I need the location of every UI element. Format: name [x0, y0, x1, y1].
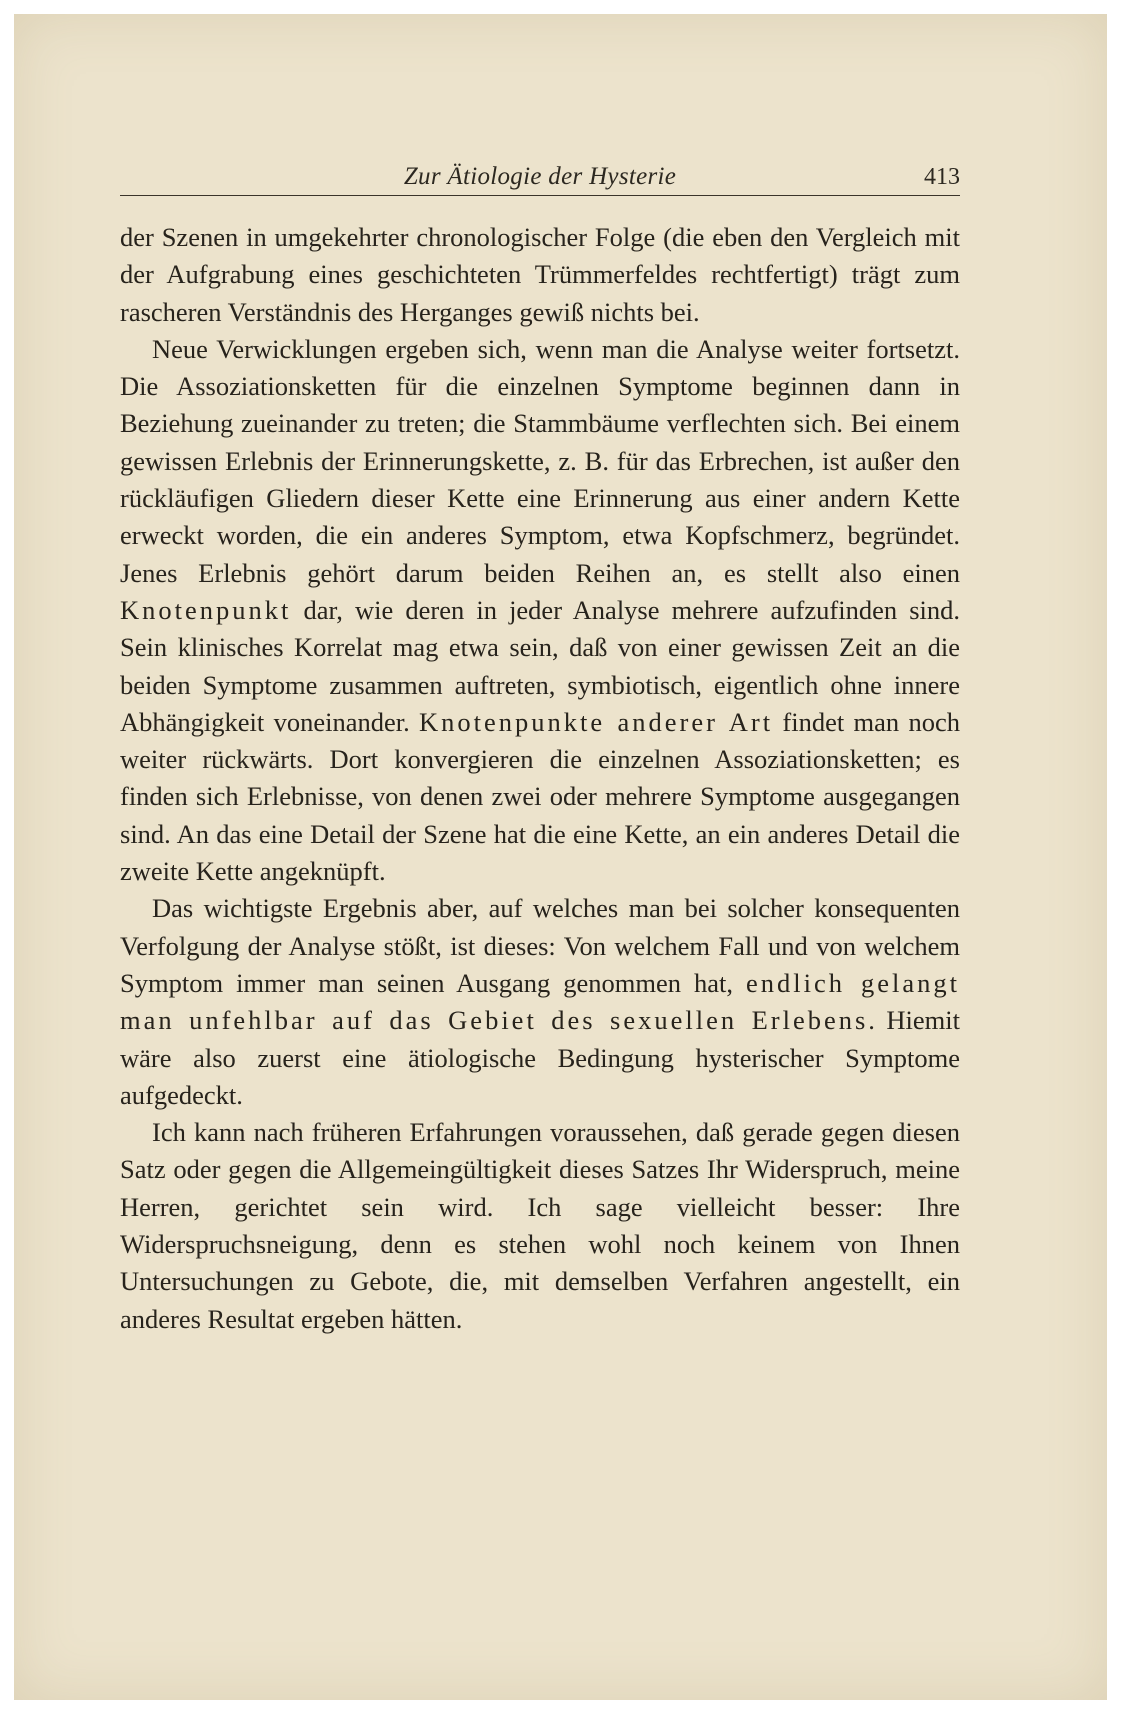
page-number: 413	[924, 164, 960, 190]
text-segment: findet man noch weiter rückwärts. Dort konvergieren die einzelnen Assoziationsketten; es finden sich Erlebnisse, von denen zwei oder mehrere Symptome ausgegangen sind. An das eine Detail der Szene hat die eine Kette, an ein anderes Detail die zweite Kette angeknüpft.	[120, 706, 961, 887]
text-segment: Ich kann nach früheren Erfahrungen voraussehen, daß gerade gegen diesen Satz oder gegen die Allgemeingültigkeit dieses Satzes Ihr Widerspruch, meine Herren, gerichtet sein wird. Ich sage vielleicht besser: Ihre Widerspruchsneigung, denn es stehen wohl noch keinem von Ihnen Untersuchungen zu Gebote, die, mit demselben Verfahren angestellt, ein anderes Resultat ergeben hätten.	[120, 1117, 960, 1334]
paragraph-4	[120, 1114, 960, 1338]
text-segment: Neue Verwicklungen ergeben sich, wenn man die Analyse weiter fortsetzt. Die Assoziationsketten für die einzelnen Symptome beginnen dann in Beziehung zueinander zu treten; die Stammbäume verflechten sich. Bei einem gewissen Erlebnis der Erinnerungskette, z. B. für das Erbrechen, ist außer den rückläufigen Gliedern dieser Kette eine Erinnerung aus einer andern Kette erweckt worden, die ein anderes Symptom, etwa Kopfschmerz, begründet. Jenes Erlebnis gehört darum beiden Reihen an, es stellt also einen	[120, 333, 960, 588]
running-header	[120, 159, 960, 196]
text-segment: . Hiemit wäre also zuerst eine ätiologische Bedingung hysterischer Symptome aufgedeckt.	[120, 1005, 960, 1110]
emphasized-term-knotenpunkte-anderer-art: Knotenpunkte anderer Art	[419, 706, 774, 737]
paragraph-3	[120, 890, 960, 1114]
book-page	[14, 14, 1107, 1700]
paragraph-1	[120, 219, 960, 331]
text-segment: Das wichtigste Ergebnis aber, auf welches man bei solcher konsequenten Verfolgung der Analyse stößt, ist dieses: Von welchem Fall und von welchem Symptom immer man seinen Ausgang genommen hat,	[120, 893, 960, 998]
emphasized-term-knotenpunkt: Knotenpunkt	[120, 594, 292, 625]
body-text	[120, 219, 960, 1338]
emphasized-thesis: endlich gelangt man unfehlbar auf das Gebiet des sexuellen Erlebens	[120, 967, 961, 1036]
running-title: Zur Ätiologie der Hysterie	[403, 163, 677, 190]
text-segment: der Szenen in umgekehrter chronologischer Folge (die eben den Vergleich mit der Aufgrabung eines geschichteten Trümmerfeldes rechtfertigt) trägt zum rascheren Verständnis des Herganges gewiß nichts bei.	[120, 222, 960, 327]
text-segment: dar, wie deren in jeder Analyse mehrere aufzufinden sind. Sein klinisches Korrelat mag etwa sein, daß von einer gewissen Zeit an die beiden Symptome zusammen auftreten, symbiotisch, eigentlich ohne innere Abhängigkeit voneinander.	[120, 594, 960, 737]
paragraph-2	[120, 331, 960, 890]
